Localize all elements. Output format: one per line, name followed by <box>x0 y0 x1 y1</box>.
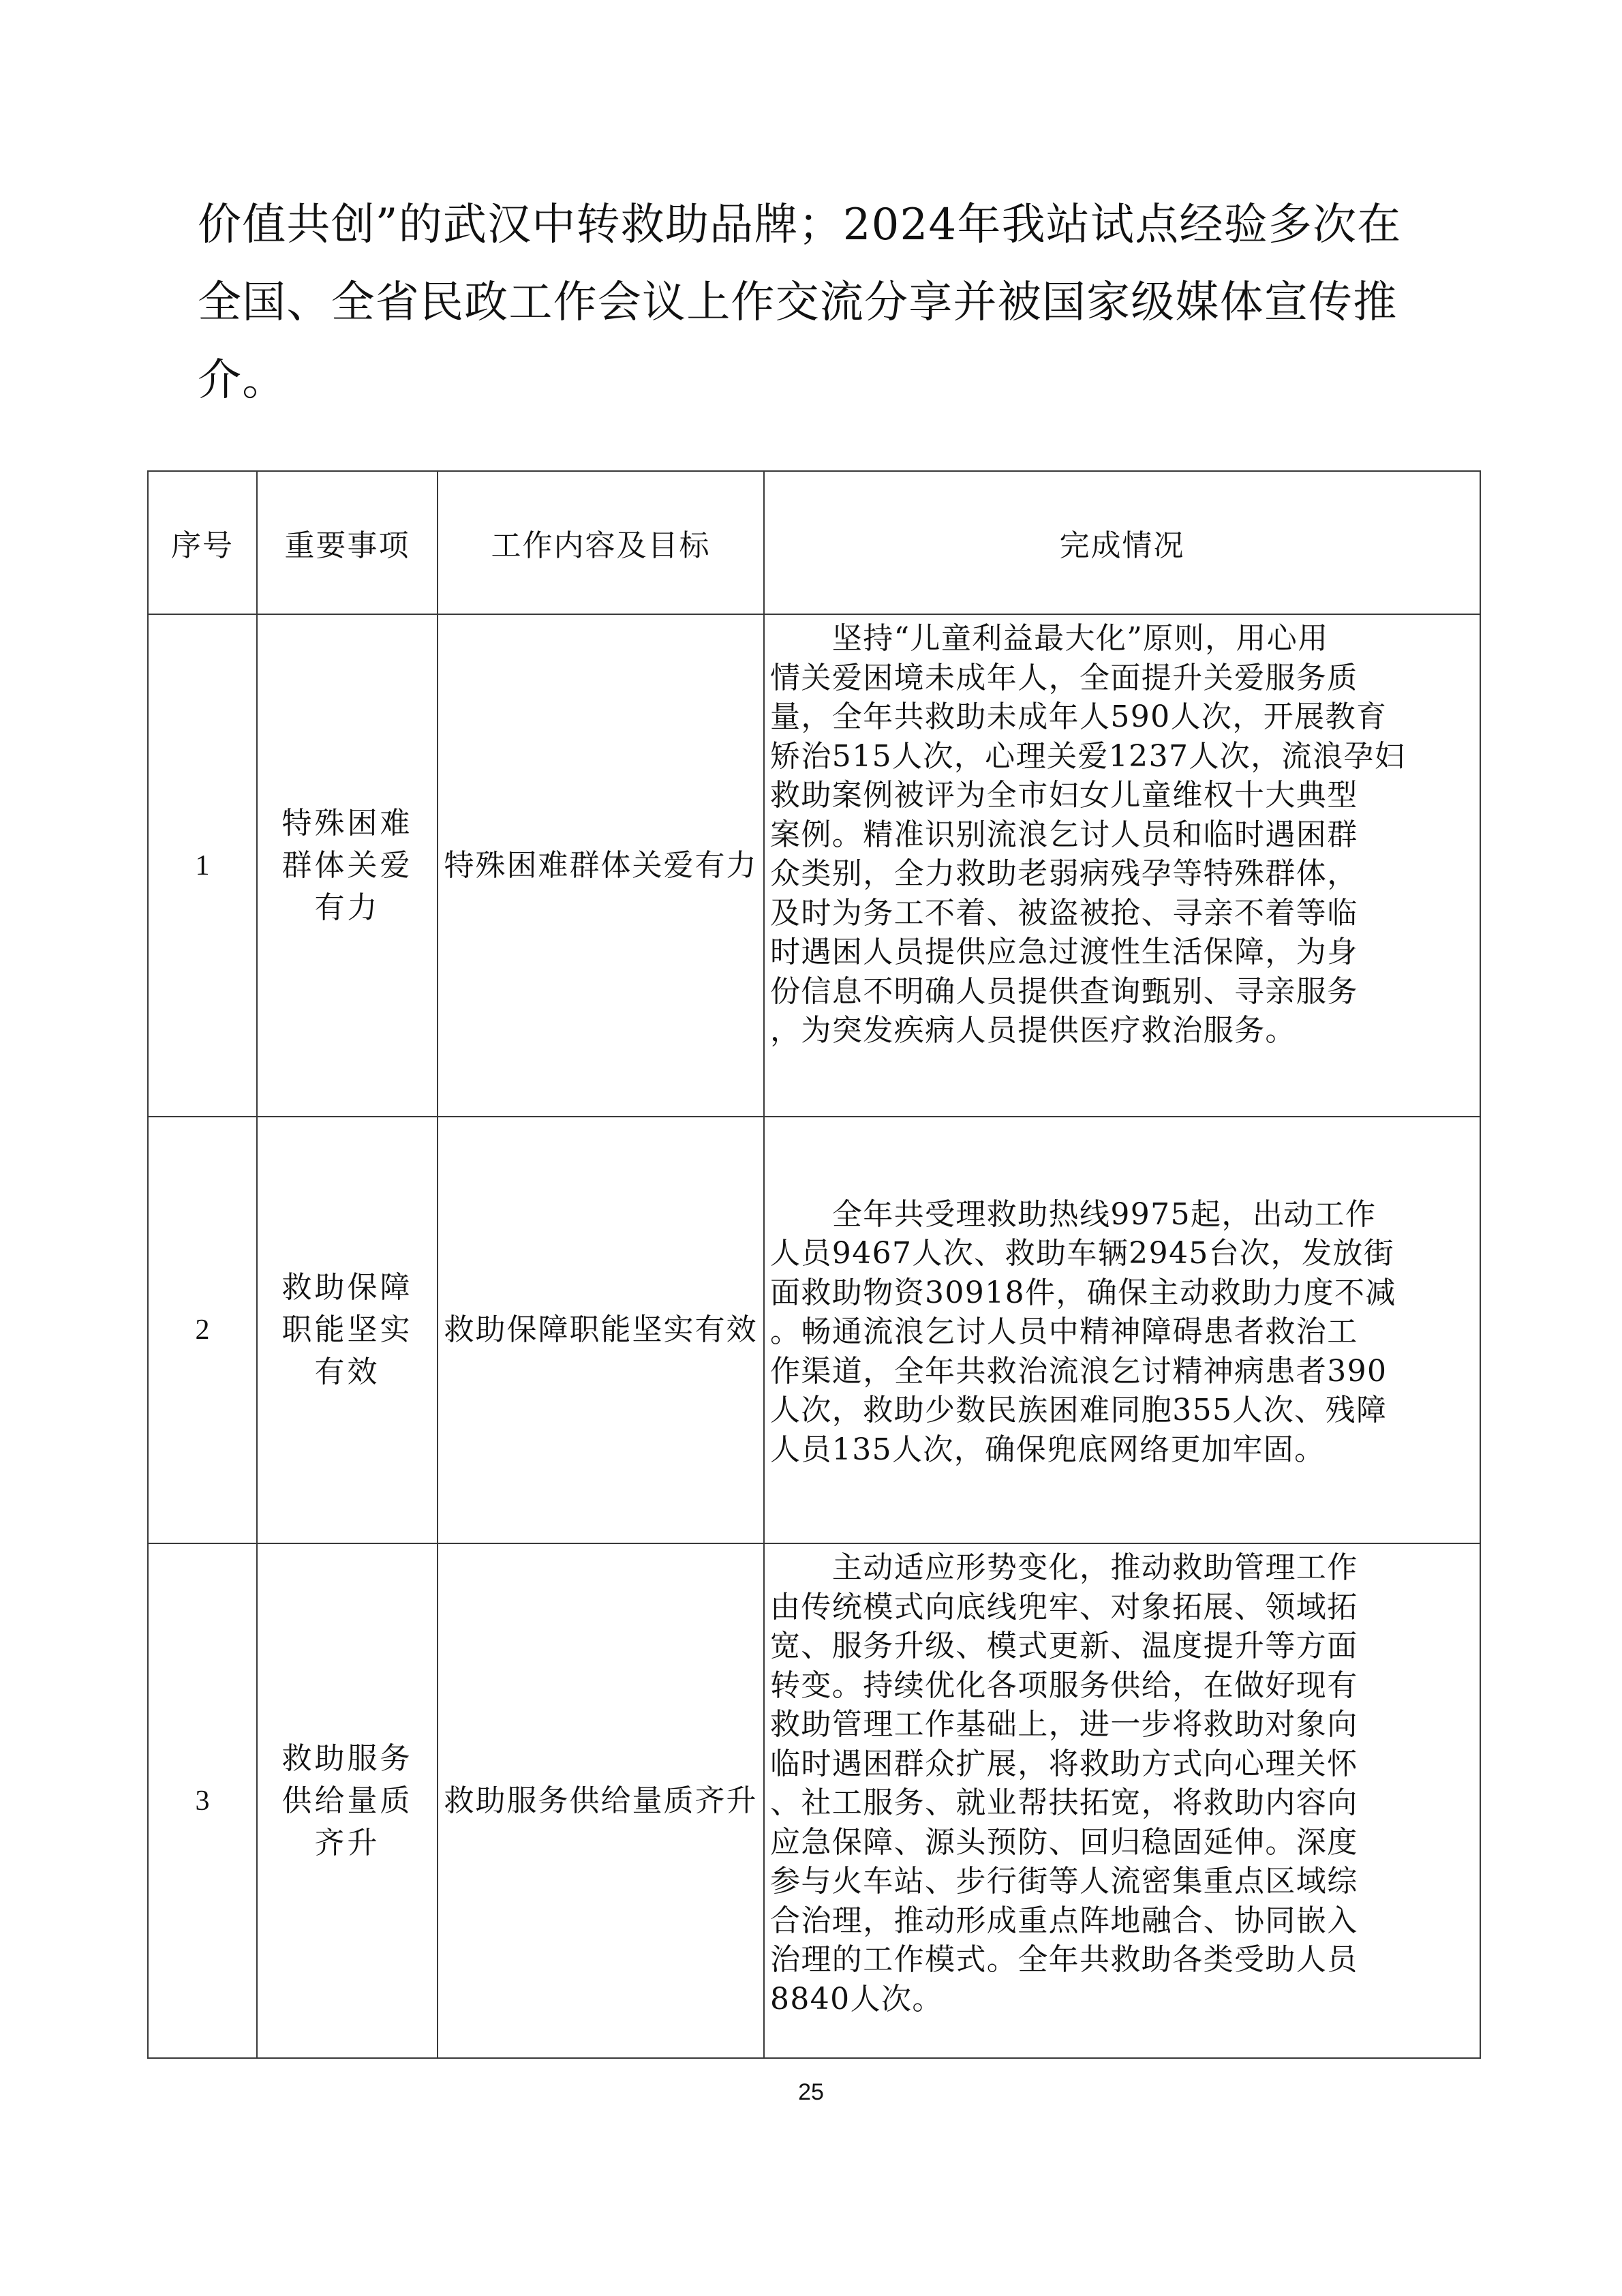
row-key-item: 特殊困难群体关爱有力 <box>257 614 438 1117</box>
completion-line: 量，全年共救助未成年人590人次，开展教育 <box>770 699 1388 734</box>
completion-line: 作渠道，全年共救治流浪乞讨精神病患者390 <box>770 1353 1388 1389</box>
page-number: 25 <box>798 2079 824 2105</box>
completion-line: 情关爱困境未成年人，全面提升关爱服务质 <box>770 660 1358 695</box>
intro-line: 全国、全省民政工作会议上作交流分享并被国家级媒体宣传推 <box>198 277 1398 328</box>
row-number: 3 <box>148 1543 257 2058</box>
row-completion <box>764 1117 1480 1543</box>
completion-line: 面救助物资30918件，确保主动救助力度不减 <box>770 1275 1396 1310</box>
completion-line: 8840人次。 <box>770 1981 943 2016</box>
completion-line: 临时遇困群众扩展，将救助方式向心理关怀 <box>770 1746 1358 1781</box>
completion-line: 及时为务工不着、被盗被抢、寻亲不着等临 <box>770 895 1358 931</box>
header-content-goal: 工作内容及目标 <box>438 471 764 614</box>
completion-line: 份信息不明确人员提供查询甄别、寻亲服务 <box>770 973 1358 1009</box>
completion-line: 救助案例被评为全市妇女儿童维权十大典型 <box>770 778 1358 813</box>
table-row <box>148 614 1480 1117</box>
completion-line: 转变。持续优化各项服务供给，在做好现有 <box>770 1667 1358 1703</box>
intro-paragraph <box>198 199 1452 432</box>
row-number: 2 <box>148 1117 257 1543</box>
row-key-item: 救助服务供给量质齐升 <box>257 1543 438 2058</box>
completion-text <box>765 1544 1480 2019</box>
completion-line: 案例。精准识别流浪乞讨人员和临时遇困群 <box>770 817 1358 852</box>
completion-line: 参与火车站、步行街等人流密集重点区域综 <box>770 1864 1358 1899</box>
completion-line: 众类别，全力救助老弱病残孕等特殊群体， <box>770 856 1358 891</box>
completion-line: 主动适应形势变化，推动救助管理工作 <box>770 1550 1358 1585</box>
completion-line: 由传统模式向底线兜牢、对象拓展、领域拓 <box>770 1589 1358 1625</box>
completion-line: 全年共受理救助热线9975起，出动工作 <box>770 1196 1377 1232</box>
completion-line: 宽、服务升级、模式更新、温度提升等方面 <box>770 1629 1358 1663</box>
completion-line: 坚持“儿童利益最大化”原则，用心用 <box>770 621 1329 656</box>
completion-line: 救助管理工作基础上，进一步将救助对象向 <box>770 1707 1358 1742</box>
row-content-goal: 救助保障职能坚实有效 <box>438 1117 764 1543</box>
completion-line: 人次，救助少数民族困难同胞355人次、残障 <box>770 1393 1388 1428</box>
header-serial-number: 序号 <box>148 471 257 614</box>
intro-line: 价值共创”的武汉中转救助品牌；2024年我站试点经验多次在 <box>198 200 1402 250</box>
completion-line: 、社工服务、就业帮扶拓宽，将救助内容向 <box>770 1785 1358 1820</box>
row-completion <box>764 614 1480 1117</box>
completion-line: 。畅通流浪乞讨人员中精神障碍患者救治工 <box>770 1314 1358 1350</box>
completion-line: 人员9467人次、救助车辆2945台次，发放街 <box>770 1236 1395 1271</box>
work-summary-table <box>147 470 1481 2059</box>
intro-line: 介。 <box>198 355 287 406</box>
header-completion: 完成情况 <box>764 471 1480 614</box>
row-key-item: 救助保障职能坚实有效 <box>257 1117 438 1543</box>
completion-line: 人员135人次，确保兜底网络更加牢固。 <box>770 1432 1326 1467</box>
row-number: 1 <box>148 614 257 1117</box>
completion-line: ，为突发疾病人员提供医疗救治服务。 <box>770 1013 1296 1048</box>
completion-line: 矫治515人次，心理关爱1237人次，流浪孕妇 <box>770 738 1406 774</box>
completion-line: 合治理，推动形成重点阵地融合、协同嵌入 <box>770 1903 1358 1938</box>
header-key-item: 重要事项 <box>257 471 438 614</box>
completion-text <box>765 1191 1480 1470</box>
row-completion <box>764 1543 1480 2058</box>
row-content-goal: 特殊困难群体关爱有力 <box>438 614 764 1117</box>
completion-line: 应急保障、源头预防、回归稳固延伸。深度 <box>770 1824 1358 1860</box>
completion-line: 时遇困人员提供应急过渡性生活保障，为身 <box>770 935 1358 969</box>
completion-line: 治理的工作模式。全年共救助各类受助人员 <box>770 1942 1358 1977</box>
row-content-goal: 救助服务供给量质齐升 <box>438 1543 764 2058</box>
completion-text <box>765 615 1480 1051</box>
table-row <box>148 1543 1480 2058</box>
table-header-row <box>148 471 1480 614</box>
table-row <box>148 1117 1480 1543</box>
